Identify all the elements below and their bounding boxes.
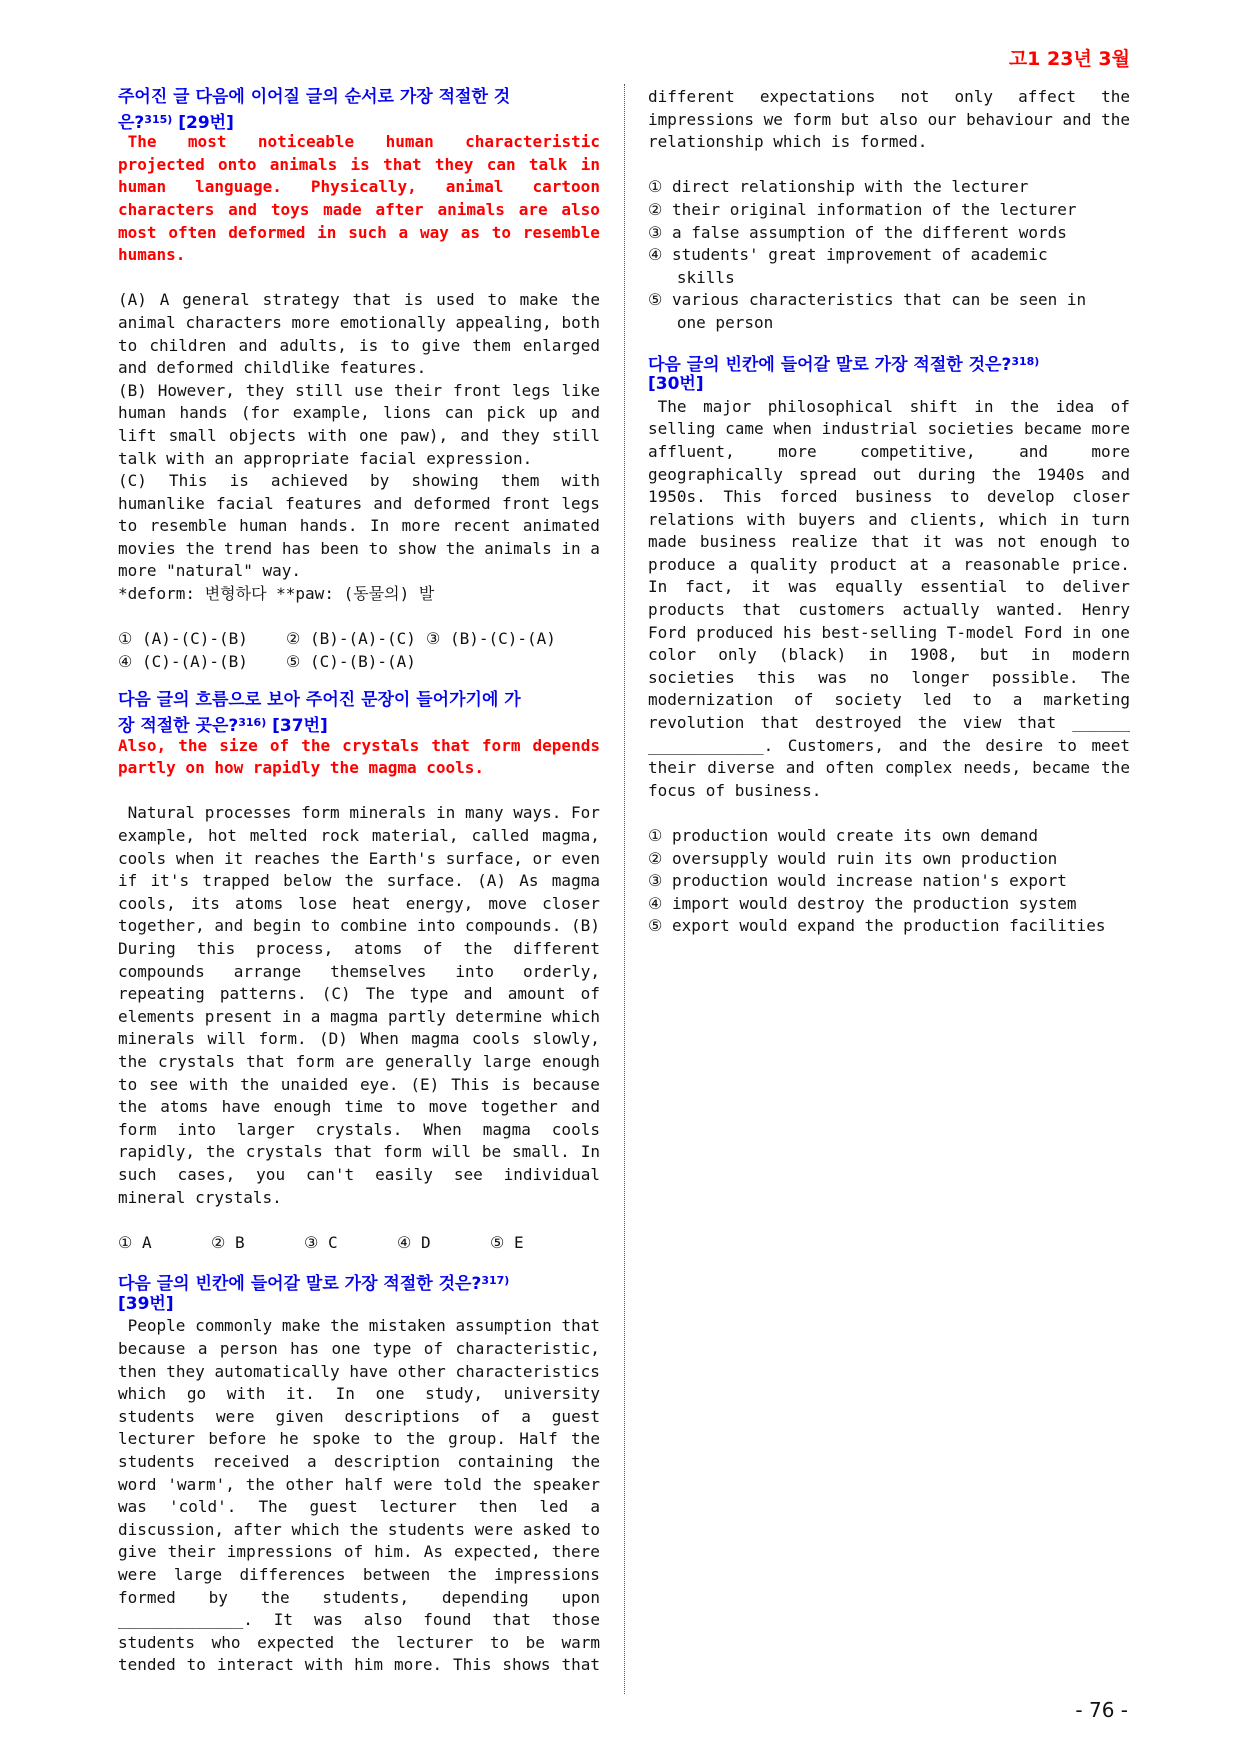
choice-4[interactable]: ④ (C)-(A)-(B) xyxy=(118,651,248,671)
footnote-ref: 315) xyxy=(144,112,173,126)
choice-4[interactable]: ④ students' great improvement of academic xyxy=(648,245,1048,265)
page-number: - 76 - xyxy=(1075,1698,1128,1722)
question-317-continued xyxy=(648,86,1130,335)
choice-2[interactable]: ② (B)-(A)-(C) xyxy=(286,629,416,649)
question-heading: 다음 글의 흐름으로 보아 주어진 문장이 들어가기에 가 xyxy=(118,690,521,711)
choice-2[interactable]: ② B xyxy=(211,1232,245,1252)
choice-4[interactable]: ④ import would destroy the production system xyxy=(648,893,1077,913)
choice-3[interactable]: ③ C xyxy=(304,1232,338,1252)
choice-4-cont[interactable]: skills xyxy=(648,267,735,287)
choice-3[interactable]: ③ (B)-(C)-(A) xyxy=(426,629,556,649)
blank-line: _____________. It was also found that those xyxy=(118,1610,600,1630)
exam-label: 고1 23년 3월 xyxy=(1008,48,1130,70)
passage: Natural processes form minerals in many ways. For example, hot melted rock material, called magma, cools when it reaches the Earth's surface, or even if it's trapped below the surface. (A) As magma cools, its atoms lose heat energy, move closer together, and begin to combine into compounds. (B) During this process, atoms of the different compounds arrange themselves into orderly, repeating patterns. (C) The type and amount of elements present in a magma partly determine which minerals will form. (D) When magma cools slowly, the crystals that form are generally large enough to see with the unaided eye. (E) This is because the atoms have enough time to move together and form into larger crystals. When magma cools rapidly, the crystals that form will be small. In such cases, you can't easily see individual mineral crystals. xyxy=(118,803,600,1207)
question-number-tag: [37번] xyxy=(272,716,328,737)
footnote-ref: 317) xyxy=(481,1274,510,1288)
passage: People commonly make the mistaken assumption that because a person has one type of characteristic, then they automatically have other characteristics which go with it. In one study, university students were given descriptions of a guest lecturer before he spoke to the group. Half the students received a description containing the word 'warm', the other half were told the speaker was 'cold'. The guest lecturer then led a discussion, after which the students were asked to give their impressions of him. As expected, there were large differences between the impressions formed by the students, depending upon _____________. It was also found that those students who expected the lecturer to be warm tended to interact with him more. This shows that xyxy=(118,1316,600,1675)
vocab-footnote: *deform: 변형하다 **paw: (동물의) 발 xyxy=(118,584,435,604)
passage: (A) A general strategy that is used to make the animal characters more emotionally appealing, both to children and adults, is to give them enlarged and deformed childlike features. (B) However, they still use their front legs like human hands (for example, lions can pick up and lift small objects with one paw), and they still talk with an appropriate facial expression. (C) This is achieved by showing them with humanlike facial features and deformed front legs to resemble human hands. In more recent animated movies the trend has been to show the animals in a more "natural" way. *deform: 변형하다 **paw: (동물의) 발 xyxy=(118,289,600,605)
right-column xyxy=(648,86,1130,938)
choice-5-cont[interactable]: one person xyxy=(648,312,774,332)
choice-5[interactable]: ⑤ E xyxy=(490,1232,524,1252)
choice-5[interactable]: ⑤ (C)-(B)-(A) xyxy=(286,651,416,671)
choice-5[interactable]: ⑤ export would expand the production facilities xyxy=(648,916,1106,936)
choice-1[interactable]: ① direct relationship with the lecturer xyxy=(648,177,1029,197)
question-heading: 다음 글의 빈칸에 들어갈 말로 가장 적절한 것은?$^{318)}$ xyxy=(648,354,1040,375)
answer-choices xyxy=(648,176,1130,334)
question-heading-line2: 은?$^{315)}$ [29번] xyxy=(118,112,234,133)
footnote-ref: 318) xyxy=(1011,354,1040,368)
column-divider xyxy=(624,84,625,1694)
footnote-ref: 316) xyxy=(238,716,267,730)
question-heading: 주어진 글 다음에 이어질 글의 순서로 가장 적절한 것 xyxy=(118,87,511,107)
answer-choices xyxy=(118,628,600,673)
choice-3[interactable]: ③ production would increase nation's export xyxy=(648,871,1067,891)
question-316 xyxy=(118,689,600,1254)
choice-3[interactable]: ③ a false assumption of the different words xyxy=(648,222,1067,242)
passage: The major philosophical shift in the idea of selling came when industrial societies became more affluent, more competitive, and more geographically spread out during the 1940s and 1950s. This forced business to develop closer relations with buyers and clients, which in turn made business realize that it was not enough to produce a quality product at a reasonable price. In fact, it was equally essential to deliver products that customers actually wanted. Henry Ford produced his best-selling T-model Ford in one color only (black) in 1908, but in modern societies this was no longer possible. The modernization of society led to a marketing revolution that destroyed the view that ______ ____________. Customers, and the desire to meet their diverse and often complex needs, became the focus of business. xyxy=(648,396,1130,800)
question-number-tag: [39번] xyxy=(118,1293,174,1314)
blank-line: revolution that destroyed the view that ______ xyxy=(648,713,1130,733)
question-heading-line2: 장 적절한 곳은?$^{316)}$ [37번] xyxy=(118,716,328,737)
choice-2[interactable]: ② their original information of the lecturer xyxy=(648,199,1077,219)
answer-choices xyxy=(118,1232,600,1255)
choice-2[interactable]: ② oversupply would ruin its own production xyxy=(648,848,1058,868)
left-column xyxy=(118,86,600,1677)
question-number-tag: [29번] xyxy=(178,112,234,133)
choice-1[interactable]: ① A xyxy=(118,1232,152,1252)
choice-1[interactable]: ① (A)-(C)-(B) xyxy=(118,629,248,649)
choice-5[interactable]: ⑤ various characteristics that can be seen in xyxy=(648,290,1087,310)
passage-continued: different expectations not only affect the impressions we form but also our behaviour and the relationship which is formed. xyxy=(648,87,1130,152)
question-number-tag: [30번] xyxy=(648,374,704,395)
question-318 xyxy=(648,351,1130,938)
choice-4[interactable]: ④ D xyxy=(397,1232,431,1252)
question-heading: 다음 글의 빈칸에 들어갈 말로 가장 적절한 것은?$^{317)}$ xyxy=(118,1274,510,1295)
question-317 xyxy=(118,1270,600,1677)
given-sentence: Also, the size of the crystals that form depends partly on how rapidly the magma cools. xyxy=(118,735,600,778)
choice-1[interactable]: ① production would create its own demand xyxy=(648,826,1039,845)
answer-choices xyxy=(648,825,1130,938)
given-sentence: The most noticeable human characteristic projected onto animals is that they can talk in human language. Physically, animal cartoon characters and toys made after animals are also most often deformed in such a way as to resemble humans. xyxy=(118,132,600,265)
question-315 xyxy=(118,86,600,673)
